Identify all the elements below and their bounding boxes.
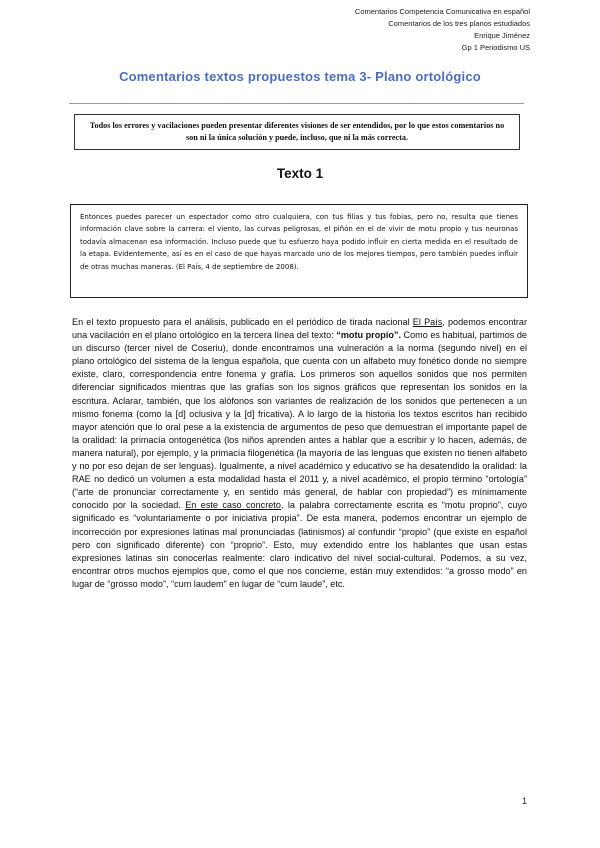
disclaimer-text: Todos los errores y vacilaciones pueden presentar diferentes visiones de ser entendidos, por lo que estos comentarios no son ni la única solución y puede, incluso, que ni la más correcta. <box>89 121 505 142</box>
body-part-3: Como es habitual, partimos de un discurso (tercer nivel de Coseriu), donde encontramos una vulneración a la norma (segundo nivel) en el plano ortológico del sistema de la lengua española, que cuenta con un alfabeto muy fonético donde no siempre existe, claro, correspondencia entre fonema y grafía. Los primeros son aquellos sonidos que nos permiten diferenciar significados mientras que las grafías son los signos gráficos que representan los sonidos en la escritura. Aclarar, también, que los alófonos son variantes de realización de los sonidos que pertenecen a un mismo fonema (como la [d] oclusiva y la [d] fricativa). A lo largo de la historia los textos escritos han recibido mayor atención que lo oral pese a la existencia de argumentos de peso que demuestran el importante papel de la oralidad: la primacía ontogenética (los niños aprenden antes a hablar que a escribir y lo hacen, además, de manera natural), por ejemplo, y la primacía filogenética (la mayoría de las lenguas que existen no tienen alfabeto y no por eso dejan de ser lenguas). Igualmente, a nivel académico y educativo se ha desatendido la oralidad: la RAE no dedicó un volumen a esta modalidad hasta el 2011 y, a nivel académico, el propio término “ortología” (“arte de pronunciar correctamente y, en sentido más general, de hablar con propiedad”) es mínimamente conocido por la sociedad. <box>72 330 527 511</box>
page-header <box>355 6 530 54</box>
document-title: Comentarios textos propuestos tema 3- Plano ortológico <box>119 69 481 84</box>
analyzed-phrase: “motu propio”. <box>336 330 401 341</box>
page-number: 1 <box>521 796 527 806</box>
disclaimer-box <box>74 114 520 150</box>
title-divider <box>69 103 524 104</box>
quote-text: Entonces puedes parecer un espectador como otro cualquiera, con tus filias y tus fobias, pero no, resulta que tienes información clave sobre la carrera: el viento, las curvas peligrosas, el piñón en el de vivir de motu propio y tus neuronas todavía almacenan esa información. Incluso puede que tu esfuerzo haya podido influir en cierta medida en el resultado de la etapa. Evidentemente, así es en el caso de que hayas marcado uno de los mejores tiempos, pero también puedes influir de otras muchas maneras. (El País, 4 de septiembre de 2008). <box>80 213 518 271</box>
header-course: Comentarios Competencia Comunicativa en español <box>354 7 530 16</box>
header-group: Gp 1 Periodismo US <box>461 43 530 52</box>
body-paragraph <box>72 316 527 591</box>
section-title: Texto 1 <box>276 166 324 181</box>
header-subject: Comentarios de los tres planos estudiados <box>388 19 530 28</box>
quote-box <box>70 204 528 298</box>
body-part-1: En el texto propuesto para el análisis, publicado en el periódico de tirada nacional <box>72 317 413 327</box>
body-part-4: , la palabra correctamente escrita es “motu proprio”, cuyo significado es “voluntariamente o por iniciativa propia”. De esta manera, podemos encontrar un ejemplo de incorrección por expresiones latinas mal pronunciadas (latinismos) al confundir “propio” (que existe en español pero con significado diferente) con “proprio”. Esto, muy extendido entre los hablantes que usan estas expresiones latinas sin conocerlas realmente: claro indicativo del nivel social-cultural. Podemos, a su vez, encontrar otros muchos ejemplos que, como el que nos concierne, están muy extendidos: “a grosso modo” en lugar de “grosso modo”, “cum laudem” en lugar de “cum laude”, etc. <box>72 500 527 589</box>
concrete-case-phrase: En este caso concreto <box>185 500 281 511</box>
body-part-2: , podemos encontrar una vacilación en el plano ortológico en la tercera línea del texto: <box>72 317 527 341</box>
newspaper-name: El País <box>412 317 443 327</box>
header-author: Enrique Jiménez <box>474 31 530 40</box>
